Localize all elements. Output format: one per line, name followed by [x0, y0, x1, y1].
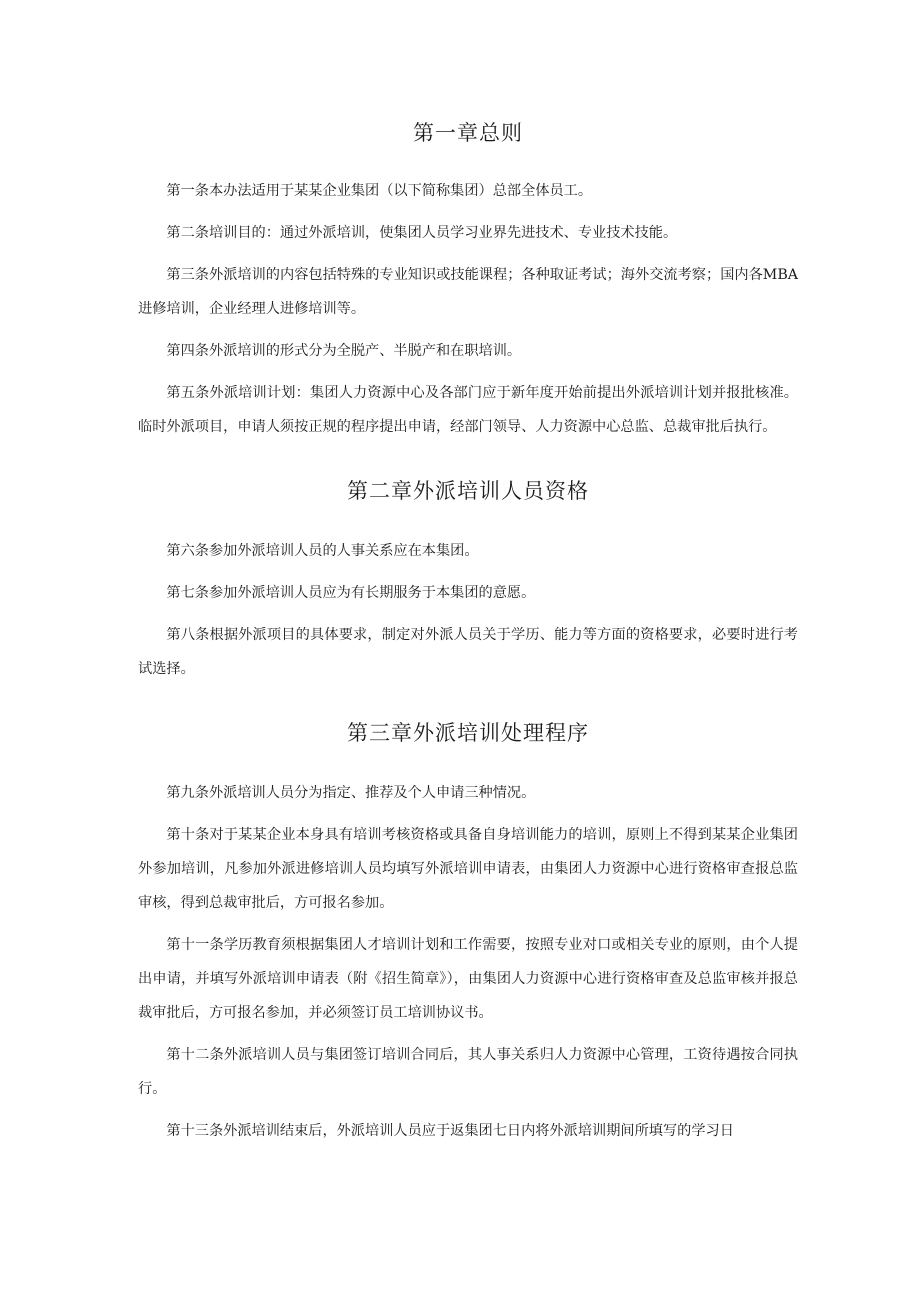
document-page	[138, 118, 798, 1156]
chapter-1-title: 第一章总则	[413, 121, 523, 145]
article-13: 第十三条外派培训结束后，外派培训人员应于返集团七日内将外派培训期间所填写的学习日	[166, 1123, 734, 1139]
article-1: 第一条本办法适用于某某企业集团（以下简称集团）总部全体员工。	[166, 183, 593, 199]
article-11: 第十一条学历教育须根据集团人才培训计划和工作需要，按照专业对口或相关专业的原则，由个人提出申请，并填写外派培训申请表（附《招生简章》），由集团人力资源中心进行资格审查及总监审核并报总裁审批后，方可报名参加，并必须签订员工培训协议书。	[138, 937, 798, 1021]
article-12: 第十二条外派培训人员与集团签订培训合同后，其人事关系归人力资源中心管理，工资待遇按合同执行。	[138, 1047, 798, 1097]
article-9: 第九条外派培训人员分为指定、推荐及个人申请三种情况。	[166, 785, 536, 801]
article-3: 第三条外派培训的内容包括特殊的专业知识或技能课程；各种取证考试；海外交流考察；国内各MBA进修培训，企业经理人进修培训等。	[138, 267, 798, 317]
article-4: 第四条外派培训的形式分为全脱产、半脱产和在职培训。	[166, 343, 522, 359]
article-8: 第八条根据外派项目的具体要求，制定对外派人员关于学历、能力等方面的资格要求，必要时进行考试选择。	[138, 627, 798, 677]
article-6: 第六条参加外派培训人员的人事关系应在本集团。	[166, 543, 479, 559]
article-10: 第十条对于某某企业本身具有培训考核资格或具备自身培训能力的培训，原则上不得到某某企业集团外参加培训，凡参加外派进修培训人员均填写外派培训申请表，由集团人力资源中心进行资格审查报总监审核，得到总裁审批后，方可报名参加。	[138, 827, 798, 911]
chapter-2-title: 第二章外派培训人员资格	[347, 479, 589, 503]
chapter-3-title: 第三章外派培训处理程序	[347, 721, 589, 745]
article-2: 第二条培训目的：通过外派培训，使集团人员学习业界先进技术、专业技术技能。	[166, 225, 678, 241]
article-7: 第七条参加外派培训人员应为有长期服务于本集团的意愿。	[166, 585, 536, 601]
article-5: 第五条外派培训计划：集团人力资源中心及各部门应于新年度开始前提出外派培训计划并报批核准。临时外派项目，申请人须按正规的程序提出申请，经部门领导、人力资源中心总监、总裁审批后执行。	[138, 385, 798, 435]
